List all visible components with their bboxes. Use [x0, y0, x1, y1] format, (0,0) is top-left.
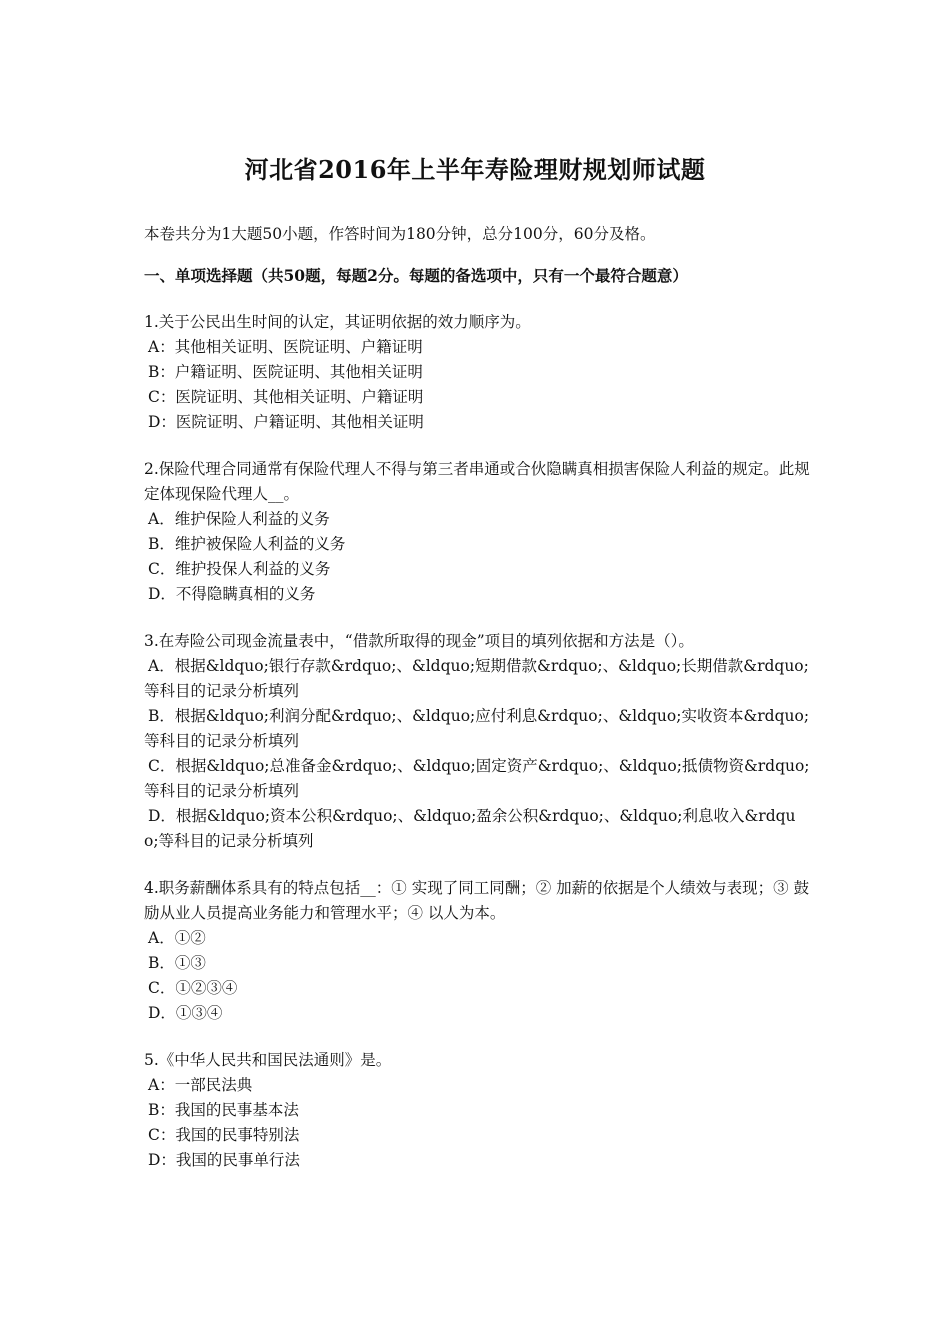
option-c: C：医院证明、其他相关证明、户籍证明 [148, 388, 424, 406]
option-c: C．根据&ldquo;总准备金&rdquo;、&ldquo;固定资产&rdquo;、&ldquo;抵债物资&rdquo;等科目的记录分析填列 [144, 757, 810, 800]
option-a: A：一部民法典 [148, 1076, 253, 1094]
option-c: C．维护投保人利益的义务 [148, 560, 331, 578]
option-c: C：我国的民事特别法 [148, 1126, 300, 1144]
option-b: B．根据&ldquo;利润分配&rdquo;、&ldquo;应付利息&rdquo;、&ldquo;实收资本&rdquo;等科目的记录分析填列 [144, 707, 810, 750]
document-body [144, 222, 810, 1173]
question-4 [144, 876, 810, 1026]
option-b: B：我国的民事基本法 [148, 1101, 299, 1119]
option-b: B．①③ [148, 954, 206, 972]
option-d: D．根据&ldquo;资本公积&rdquo;、&ldquo;盈余公积&rdquo;、&ldquo;利息收入&rdquo;等科目的记录分析填列 [144, 807, 796, 850]
question-stem: 1.关于公民出生时间的认定，其证明依据的效力顺序为。 [144, 313, 531, 331]
question-1 [144, 310, 810, 435]
option-d: D．不得隐瞒真相的义务 [148, 585, 316, 603]
question-stem: 2.保险代理合同通常有保险代理人不得与第三者串通或合伙隐瞒真相损害保险人利益的规定。此规定体现保险代理人__。 [144, 460, 810, 503]
option-c: C．①②③④ [148, 979, 238, 997]
question-stem: 5.《中华人民共和国民法通则》是。 [144, 1051, 392, 1069]
option-a: A．维护保险人利益的义务 [148, 510, 330, 528]
option-b: B．维护被保险人利益的义务 [148, 535, 346, 553]
question-5 [144, 1048, 810, 1173]
option-b: B：户籍证明、医院证明、其他相关证明 [148, 363, 423, 381]
option-d: D．①③④ [148, 1004, 223, 1022]
question-stem: 3.在寿险公司现金流量表中，“借款所取得的现金”项目的填列依据和方法是（）。 [144, 632, 694, 650]
question-stem: 4.职务薪酬体系具有的特点包括__：① 实现了同工同酬；② 加薪的依据是个人绩效与表现；③ 鼓励从业人员提高业务能力和管理水平；④ 以人为本。 [144, 879, 810, 922]
option-a: A．①② [148, 929, 206, 947]
option-d: D：医院证明、户籍证明、其他相关证明 [148, 413, 424, 431]
document-title: 河北省2016年上半年寿险理财规划师试题 [244, 155, 706, 184]
option-a: A：其他相关证明、医院证明、户籍证明 [148, 338, 423, 356]
question-2 [144, 457, 810, 607]
exam-intro: 本卷共分为1大题50小题，作答时间为180分钟，总分100分，60分及格。 [144, 225, 656, 243]
section-heading: 一、单项选择题（共50题，每题2分。每题的备选项中，只有一个最符合题意） [144, 266, 688, 285]
option-a: A．根据&ldquo;银行存款&rdquo;、&ldquo;短期借款&rdquo;、&ldquo;长期借款&rdquo;等科目的记录分析填列 [144, 657, 809, 700]
option-d: D：我国的民事单行法 [148, 1151, 300, 1169]
question-3 [144, 629, 810, 854]
